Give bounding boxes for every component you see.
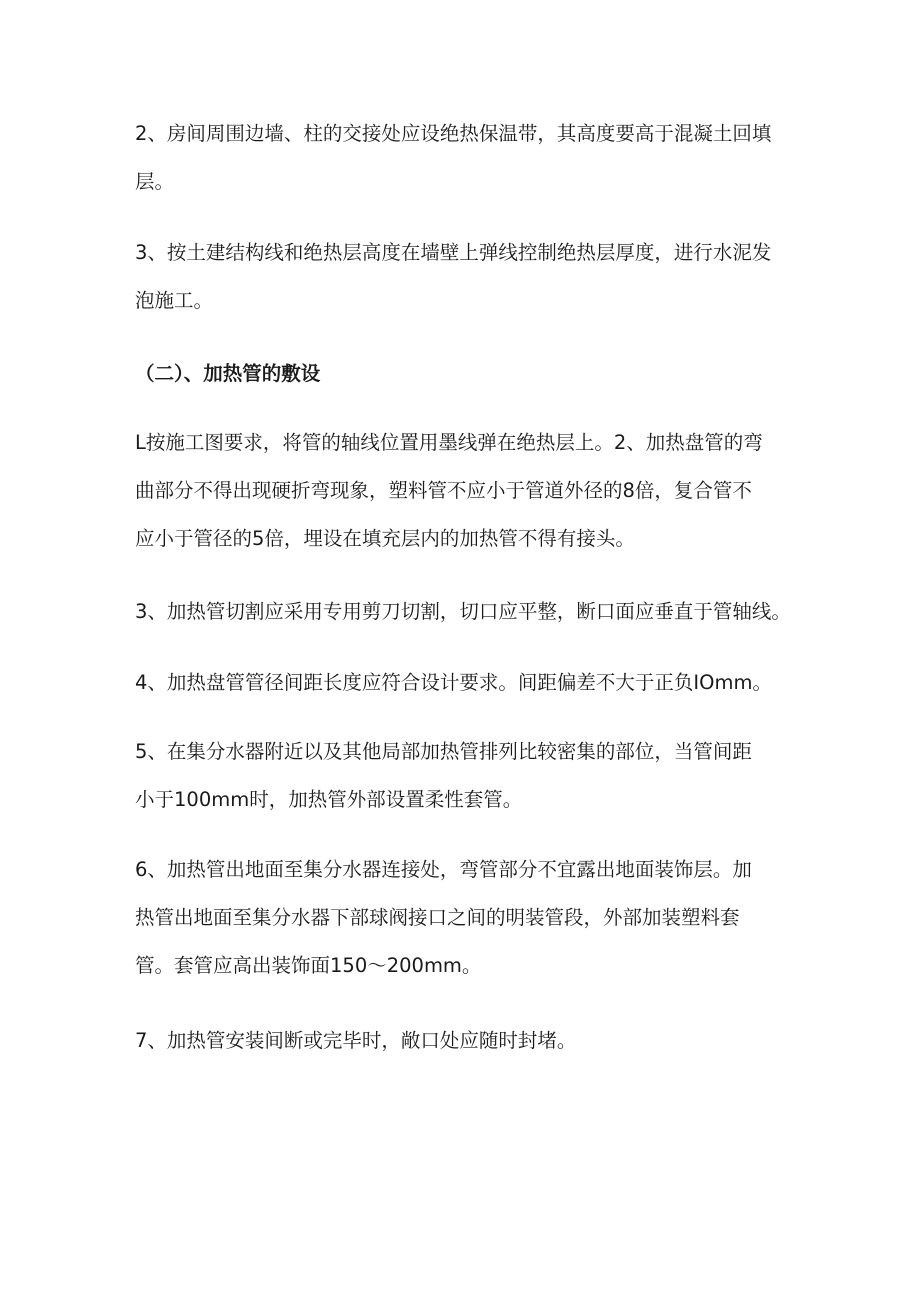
text-line: L按施工图要求，将管的轴线位置用墨线弹在绝热层上。2、加热盘管的弯 (135, 431, 763, 454)
text-line: 层。 (135, 170, 175, 193)
paragraph-insulation-strip (135, 110, 795, 206)
text-line: 5、在集分水器附近以及其他局部加热管排列比较密集的部位，当管间距 (135, 740, 752, 763)
text-line: 曲部分不得出现硬折弯现象，塑料管不应小于管道外径的8倍，复合管不 (135, 479, 752, 502)
paragraph-pipe-cutting (135, 588, 795, 636)
text-line: 管。套管应高出装饰面150～200mm。 (135, 954, 482, 977)
text-line: 3、按土建结构线和绝热层高度在墙壁上弹线控制绝热层厚度，进行水泥发 (135, 241, 772, 264)
paragraph-pipe-spacing (135, 659, 795, 707)
text-line: 4、加热盘管管径间距长度应符合设计要求。间距偏差不大于正负IOmm。 (135, 671, 772, 694)
text-line: 6、加热管出地面至集分水器连接处，弯管部分不宜露出地面装饰层。加 (135, 858, 752, 881)
text-line: 应小于管径的5倍，埋设在填充层内的加热管不得有接头。 (135, 527, 635, 550)
section-heading (135, 350, 795, 398)
text-line: 泡施工。 (135, 289, 214, 312)
text-line: 小于100mm时，加热管外部设置柔性套管。 (135, 788, 523, 811)
paragraph-seal-openings (135, 1017, 795, 1065)
section-heading-text: （二）、加热管的敷设 (135, 362, 321, 385)
paragraph-sleeve-near-manifold (135, 728, 795, 824)
text-line: 热管出地面至集分水器下部球阀接口之间的明装管段，外部加装塑料套 (135, 906, 740, 929)
text-line: 7、加热管安装间断或完毕时，敞口处应随时封堵。 (135, 1029, 577, 1052)
text-line: 3、加热管切割应采用专用剪刀切割，切口应平整，断口面应垂直于管轴线。 (135, 600, 791, 623)
text-line: 2、房间周围边墙、柱的交接处应设绝热保温带，其高度要高于混凝土回填 (135, 122, 772, 145)
paragraph-pipe-layout (135, 419, 795, 563)
paragraph-manifold-connection (135, 846, 795, 990)
paragraph-foam-construction (135, 229, 795, 325)
